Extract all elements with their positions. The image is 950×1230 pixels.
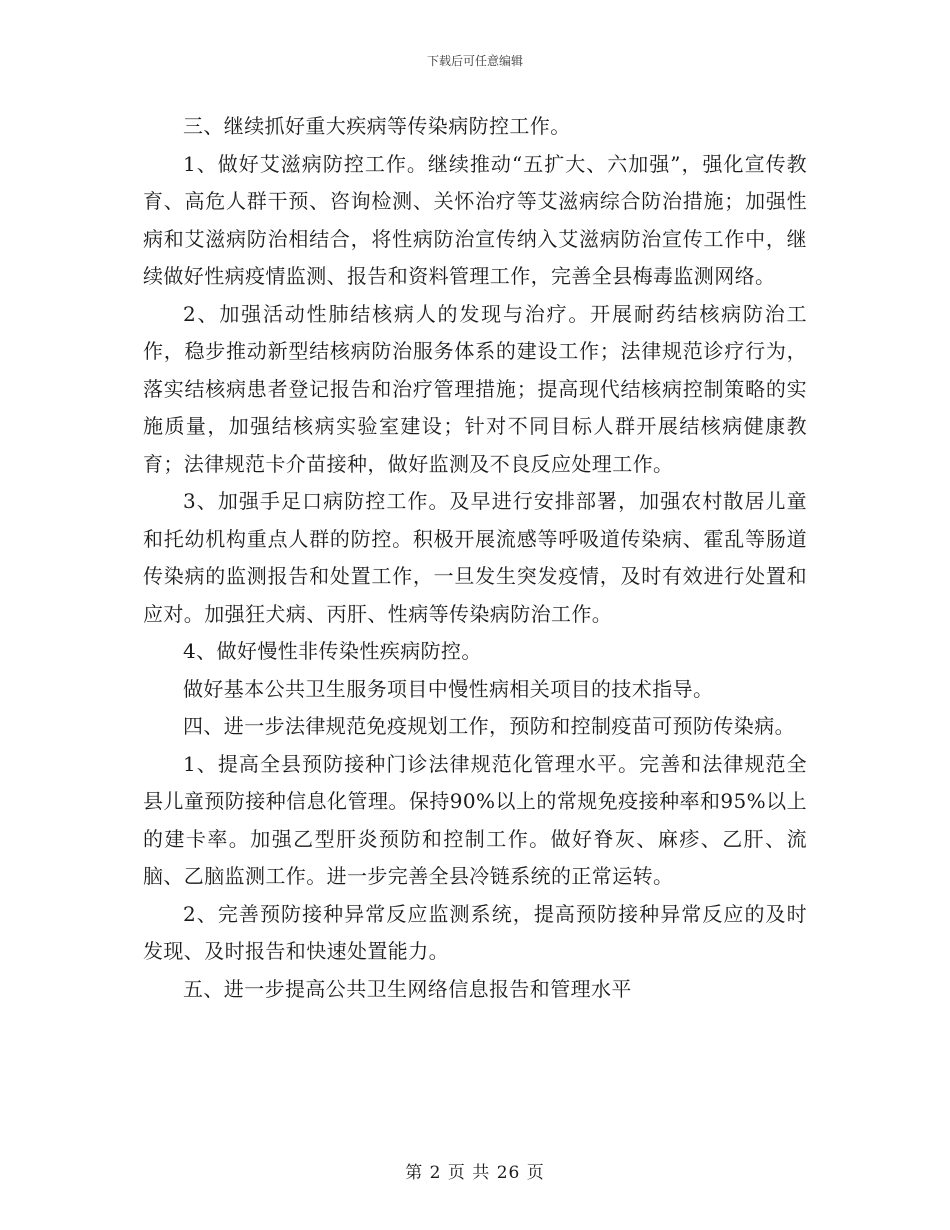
paragraph-vaccination-clinic: 1、提高全县预防接种门诊法律规范化管理水平。完善和法律规范全县儿童预防接种信息化管理。保持90%以上的常规免疫接种率和95%以上的建卡率。加强乙型肝炎预防和控制工作。做好脊灰、麻疹、乙肝、流脑、乙脑监测工作。进一步完善全县冷链系统的正常运转。 (143, 751, 807, 888)
page-header: 下载后可任意编辑 (426, 54, 523, 68)
paragraph-chronic-disease: 4、做好慢性非传染性疾病防控。 (183, 639, 482, 663)
paragraph-aids-control: 1、做好艾滋病防控工作。继续推动“五扩大、六加强”，强化宣传教育、高危人群干预、咨询检测、关怀治疗等艾滋病综合防治措施；加强性病和艾滋病防治相结合，将性病防治宣传纳入艾滋病防治宣传工作中，继续做好性病疫情监测、报告和资料管理工作，完善全县梅毒监测网络。 (143, 151, 807, 288)
section-heading-5: 五、进一步提高公共卫生网络信息报告和管理水平 (183, 976, 632, 1001)
paragraph-hand-foot-mouth: 3、加强手足口病防控工作。及早进行安排部署，加强农村散居儿童和托幼机构重点人群的防控。积极开展流感等呼吸道传染病、霍乱等肠道传染病的监测报告和处置工作，一旦发生突发疫情，及时有效进行处置和应对。加强狂犬病、丙肝、性病等传染病防治工作。 (143, 489, 807, 626)
paragraph-adverse-reaction: 2、完善预防接种异常反应监测系统，提高预防接种异常反应的及时发现、及时报告和快速处置能力。 (143, 901, 807, 963)
document-body (143, 108, 807, 1008)
section-heading-3: 三、继续抓好重大疾病等传染病防控工作。 (183, 114, 571, 138)
page-footer: 第 2 页 共 26 页 (405, 1163, 545, 1183)
paragraph-tuberculosis: 2、加强活动性肺结核病人的发现与治疗。开展耐药结核病防治工作，稳步推动新型结核病防治服务体系的建设工作；法律规范诊疗行为，落实结核病患者登记报告和治疗管理措施；提高现代结核病控制策略的实施质量，加强结核病实验室建设；针对不同目标人群开展结核病健康教育；法律规范卡介苗接种，做好监测及不良反应处理工作。 (143, 301, 807, 476)
paragraph-public-health-guidance: 做好基本公共卫生服务项目中慢性病相关项目的技术指导。 (183, 676, 714, 701)
section-heading-4: 四、进一步法律规范免疫规划工作，预防和控制疫苗可预防传染病。 (183, 714, 795, 738)
